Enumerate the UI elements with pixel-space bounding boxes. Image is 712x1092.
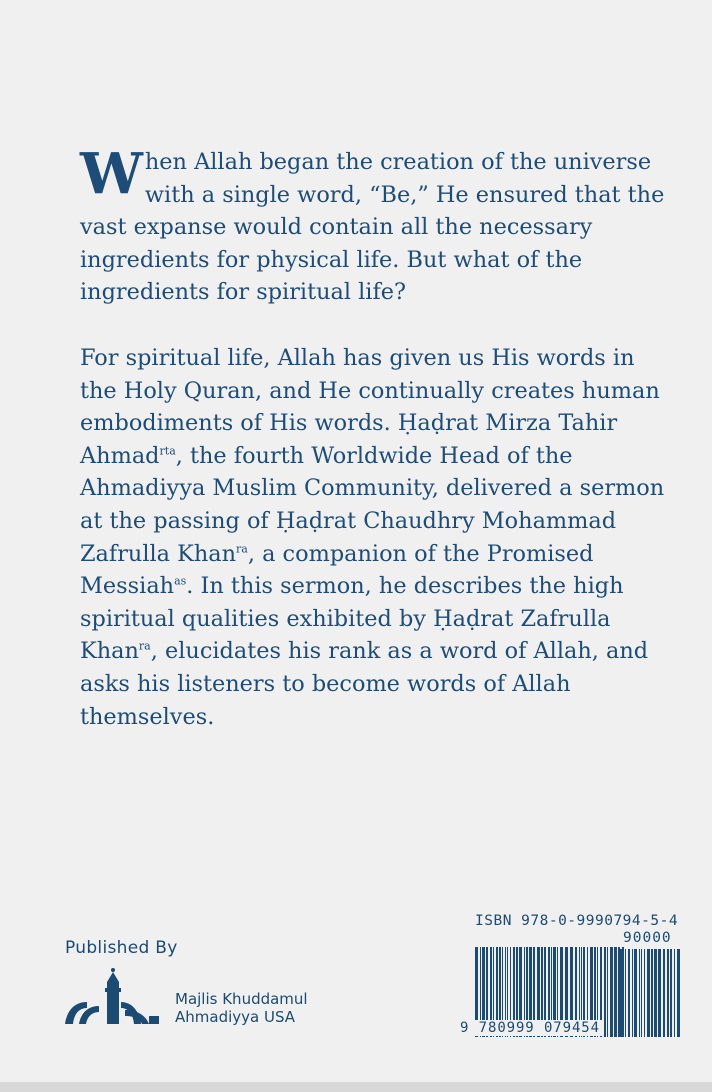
isbn-number: ISBN 978-0-9990794-5-4 [475,913,679,929]
barcode-bar [641,949,642,1037]
barcode-bar [644,949,645,1037]
honorific-as: as [174,574,187,588]
barcode-digits: 9 780999 079454 [460,1020,600,1036]
barcode-bar [610,947,613,1037]
barcode-bar [607,947,608,1037]
barcode-bar [639,949,640,1037]
honorific-ra: ra [236,542,248,556]
barcode-bar [658,949,661,1037]
blurb-paragraph-2: For spiritual life, Allah has given us His words in the Holy Quran, and He continually creates human embodiments of His words. Ḥaḍrat Mirza Tahir Ahmad$^{rta}$, the fourth Worldwide Head of the Ahmadiyya Muslim Community, delivered a sermon at the passing of Ḥaḍrat Chaudhry Mohammad Zafrulla Khan$^{ra}$, a companion of the Promised Messiah$^{as}$. In this sermon, he describes the high spiritual qualities exhibited by Ḥaḍrat Zafrulla Khan$^{ra}$, elucidates his rank as a word of Allah, and asks his listeners to become words of Allah themselves. [80,344,665,730]
barcode-bar [667,949,669,1037]
barcode-bar [620,949,623,1037]
barcode-bar [670,949,672,1037]
barcode-bar [604,947,606,1037]
barcode-bar [625,949,626,1037]
price-addon-barcode [620,949,684,1037]
barcode-bar [614,947,617,1037]
published-by-label: Published By [65,938,178,958]
drop-cap: W [80,141,143,207]
publisher-name: Majlis Khuddamul Ahmadiyya USA [175,990,308,1026]
isbn-barcode-block [460,913,692,1043]
barcode-bar [628,949,630,1037]
majlis-khuddamul-logo-icon [65,966,165,1028]
barcode-bar [674,949,675,1037]
barcode-bar [654,949,657,1037]
barcode-bar [632,949,633,1037]
honorific-rta: rta [159,444,176,458]
barcode-bar [651,949,653,1037]
barcode-bar [663,949,665,1037]
page-edge [0,1082,712,1092]
price-code: 90000 [623,930,672,946]
barcode-bar [634,949,637,1037]
barcode-bar [647,949,650,1037]
honorific-ra: ra [138,639,151,653]
blurb-paragraph-1: When Allah began the creation of the universe with a single word, “Be,” He ensured that the vast expanse would contain all the necessary ingredients for physical life. But what of the ingredients for spiritual life? [80,141,665,306]
back-cover-blurb [80,141,670,733]
publisher-block [65,938,308,1026]
barcode-bar [677,949,680,1037]
